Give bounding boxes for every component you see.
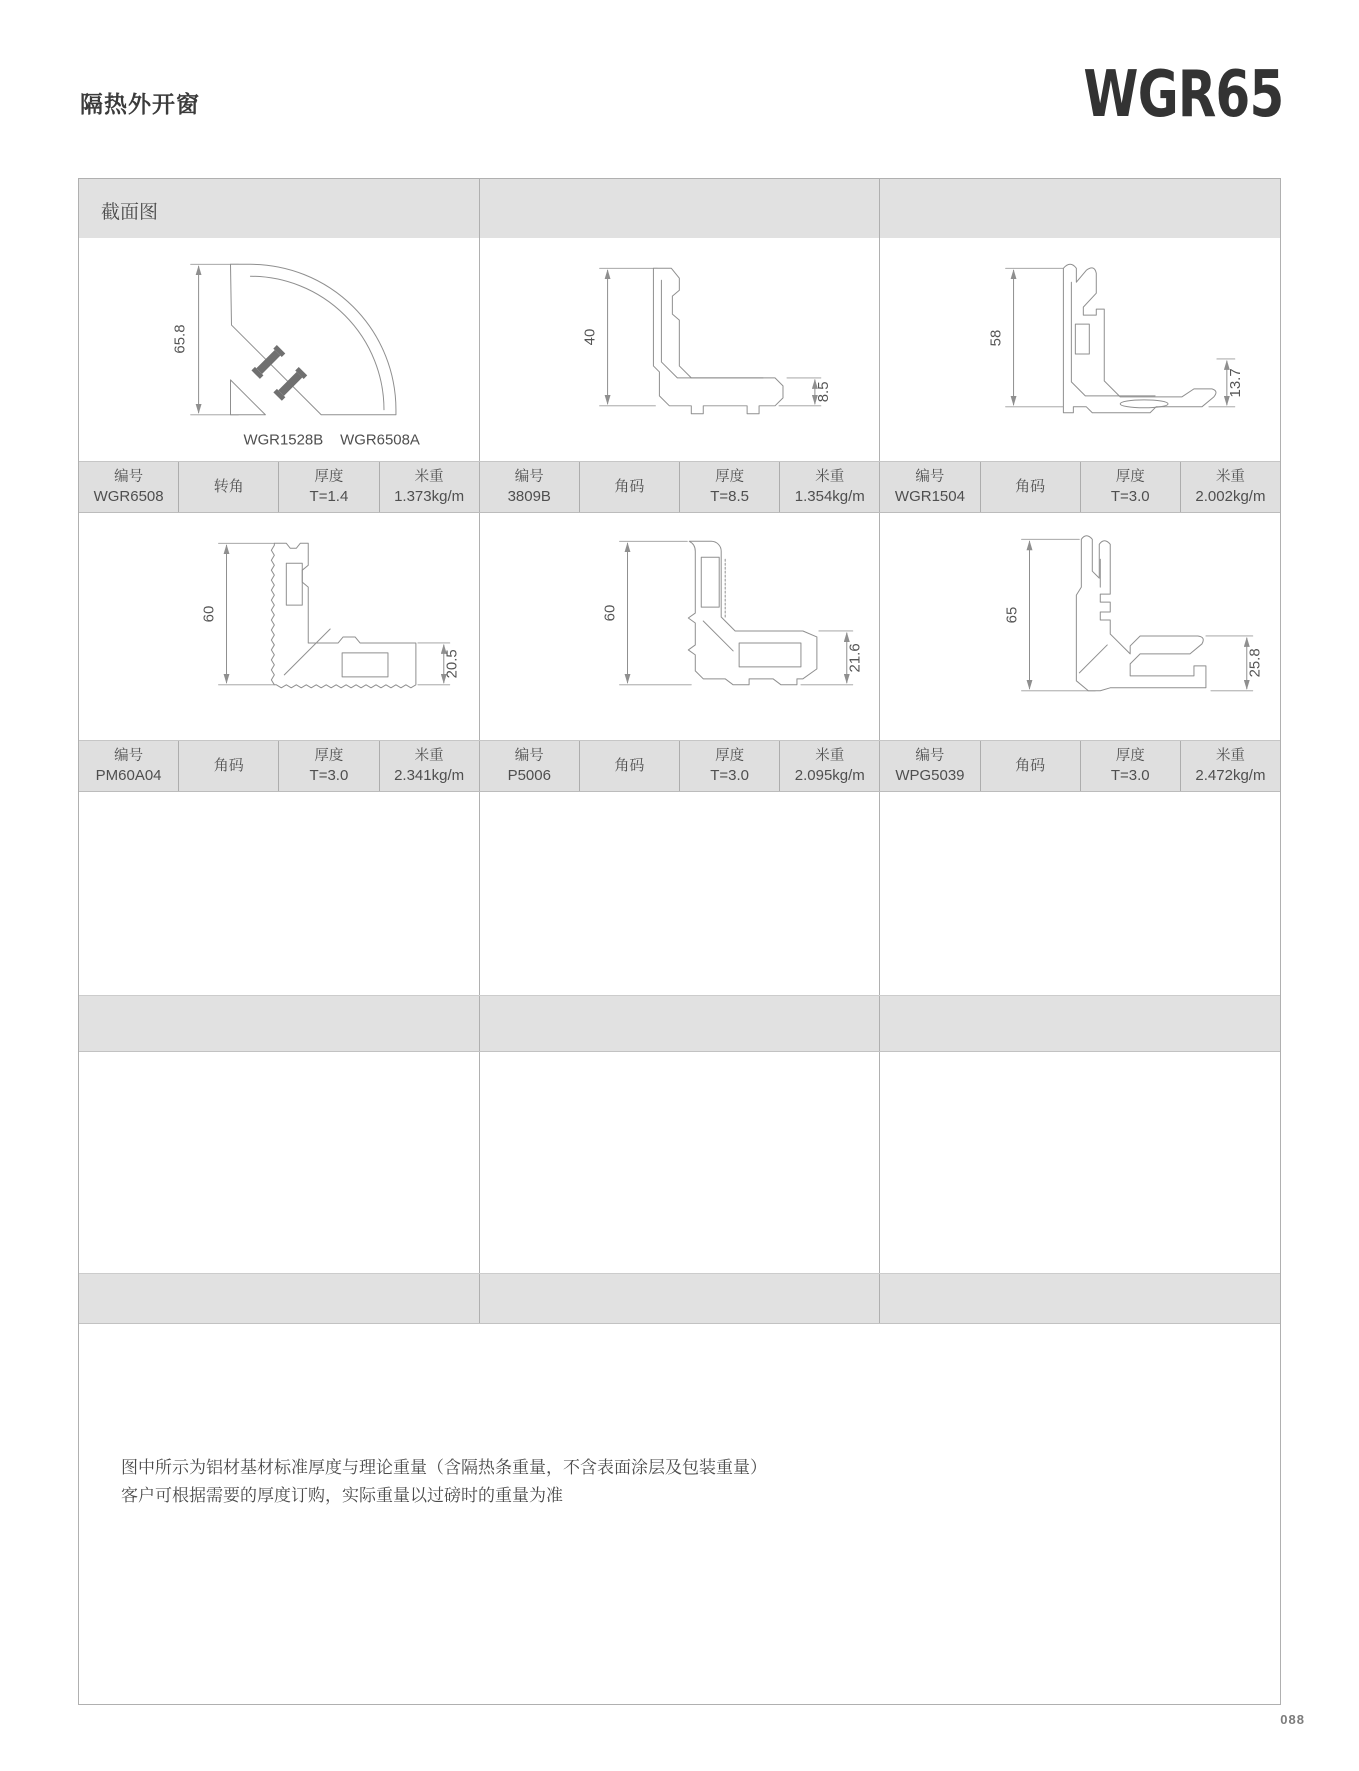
type-cell [579,741,679,791]
drawing-cell-wgr1504 [880,238,1280,461]
weight-cell [779,741,879,791]
code-label: 编号 [514,468,544,485]
weight-cell [1180,741,1280,791]
cross-section-wgr1504 [880,238,1280,461]
thickness-cell [278,741,378,791]
weight-label: 米重 [1215,747,1245,764]
data-col-wgr6508 [79,462,480,512]
dim-label-right: 21.6 [846,643,864,673]
thickness-cell [1080,462,1180,512]
page-title: 隔热外开窗 [80,91,200,117]
dim-label-left: 58 [987,329,1005,347]
thickness-value: T=3.0 [710,766,749,784]
thickness-value: T=3.0 [1110,487,1150,505]
header-cell-empty [480,179,881,238]
dim-label-right: 20.5 [443,649,461,679]
type-value: 角码 [614,757,645,775]
type-cell [178,462,278,512]
thickness-label: 厚度 [1115,747,1145,764]
empty-data-row-4 [79,1273,1280,1324]
footnote-block [121,1454,767,1510]
dim-label-left: 40 [581,328,599,346]
code-cell [480,741,579,791]
drawing-cell-pm60a04 [79,513,480,740]
profile-spec-table [78,178,1281,1705]
code-label: 编号 [114,747,144,764]
cross-section-3809b [480,238,880,461]
cross-section-p5006 [480,513,880,740]
code-value: 3809B [507,487,551,505]
weight-label: 米重 [1215,468,1245,485]
data-row-2 [79,740,1280,792]
thickness-label: 厚度 [715,468,745,485]
code-cell [880,741,979,791]
code-label: 编号 [514,747,544,764]
note-area [79,1324,1280,1704]
type-cell [980,462,1080,512]
thickness-cell [679,741,779,791]
code-value: WGR6508 [93,487,164,505]
weight-cell [379,741,479,791]
code-value: P5006 [507,766,551,784]
dim-label-left: 60 [200,605,218,623]
cross-section-wpg5039 [880,513,1280,740]
thickness-label: 厚度 [1115,468,1145,485]
weight-label: 米重 [815,468,845,485]
empty-drawing-row-3 [79,792,1280,995]
empty-drawing-row-4 [79,1052,1280,1273]
thickness-value: T=3.0 [1110,766,1150,784]
header-cell-empty [880,179,1280,238]
type-value: 角码 [1015,757,1046,775]
type-value: 角码 [1015,478,1046,496]
page-number: 088 [1280,1712,1305,1727]
weight-value: 2.341kg/m [394,766,465,784]
drawing-cell-p5006 [480,513,881,740]
dim-label-right: 8.5 [814,381,832,403]
drawing-row-2 [79,513,1280,740]
code-value: PM60A04 [95,766,162,784]
footnote-line-1: 图中所示为铝材基材标准厚度与理论重量（含隔热条重量，不含表面涂层及包装重量） [121,1458,767,1477]
thickness-value: T=8.5 [710,487,749,505]
series-code: WGR65 [1082,58,1283,132]
code-cell [79,741,178,791]
type-cell [178,741,278,791]
code-cell [79,462,178,512]
code-label: 编号 [915,747,945,764]
weight-cell [379,462,479,512]
thickness-cell [278,462,378,512]
cross-section-pm60a04 [79,513,479,740]
data-col-p5006 [480,741,881,791]
dim-label-left: 65 [1003,606,1021,624]
thickness-label: 厚度 [314,468,344,485]
thickness-cell [1080,741,1180,791]
empty-data-row-3 [79,995,1280,1052]
weight-value: 2.095kg/m [794,766,865,784]
code-label: 编号 [915,468,945,485]
weight-cell [779,462,879,512]
footnote-line-2: 客户可根据需要的厚度订购，实际重量以过磅时的重量为准 [121,1486,563,1505]
thickness-label: 厚度 [715,747,745,764]
weight-value: 1.373kg/m [394,487,465,505]
weight-label: 米重 [815,747,845,764]
code-value: WGR1504 [894,487,965,505]
code-cell [880,462,979,512]
type-value: 角码 [213,757,244,775]
thickness-value: T=1.4 [309,487,349,505]
data-col-pm60a04 [79,741,480,791]
drawing-cell-3809b [480,238,881,461]
weight-value: 2.002kg/m [1195,487,1266,505]
weight-value: 1.354kg/m [794,487,865,505]
thickness-value: T=3.0 [309,766,349,784]
dim-label-left: 60 [601,604,619,622]
section-view-label: 截面图 [101,202,159,223]
data-col-3809b [480,462,881,512]
dim-label-right: 13.7 [1227,368,1245,398]
dim-label-right: 25.8 [1247,648,1265,678]
type-value: 角码 [614,478,645,496]
code-cell [480,462,579,512]
header-cell-section-view [79,179,480,238]
data-col-wgr1504 [880,462,1280,512]
weight-label: 米重 [414,468,444,485]
table-header-row [79,179,1280,238]
type-cell [980,741,1080,791]
cross-section-wgr6508 [79,238,479,461]
thickness-cell [679,462,779,512]
code-label: 编号 [114,468,144,485]
code-value: WPG5039 [895,766,965,784]
thickness-label: 厚度 [314,747,344,764]
drawing-cell-wpg5039 [880,513,1280,740]
type-cell [579,462,679,512]
weight-cell [1180,462,1280,512]
sub-label-wgr6508a: WGR6508A [340,431,420,449]
data-col-wpg5039 [880,741,1280,791]
drawing-cell-wgr6508 [79,238,480,461]
weight-value: 2.472kg/m [1195,766,1266,784]
type-value: 转角 [213,478,244,496]
drawing-row-1 [79,238,1280,461]
sub-label-wgr1528b: WGR1528B [243,431,324,449]
dim-label-left: 65.8 [171,324,189,354]
weight-label: 米重 [414,747,444,764]
data-row-1 [79,461,1280,513]
